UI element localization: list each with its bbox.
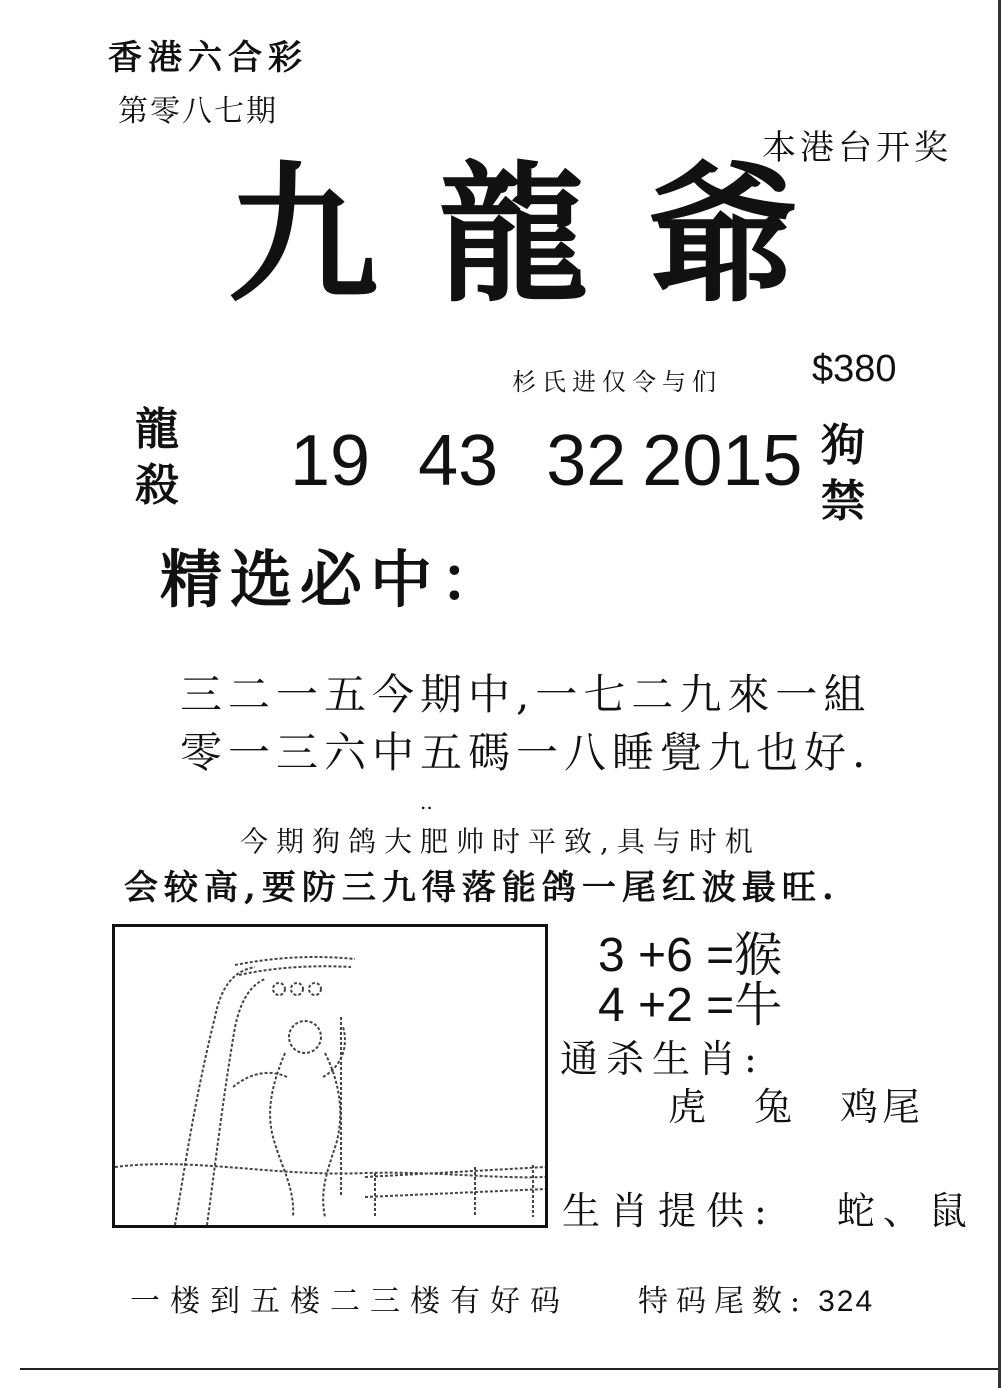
equation-expr: 3 +6 [598, 929, 693, 982]
paragraph-line: 会较高,要防三九得落能鸽一尾红波最旺. [124, 868, 840, 908]
provide-label: 生肖提供: [562, 1189, 777, 1233]
side-label-right: 狗禁 [821, 420, 865, 527]
provide-values: 蛇、鼠 [836, 1189, 975, 1233]
issue-number: 第零八七期 [118, 94, 278, 129]
number: 15 [722, 421, 803, 501]
monk-illustration [115, 927, 545, 1225]
page-title: 九龍爺 [228, 147, 859, 323]
paragraph-line: 今期狗鸽大肥帅时平致,具与时机 [240, 825, 761, 858]
poem-line: 三二一五今期中,一七二九來一組 [180, 670, 872, 719]
number: 19 [290, 421, 371, 501]
headline: 精选必中： [160, 543, 511, 616]
dots: .. [420, 790, 433, 814]
equation [598, 966, 782, 1035]
price-note: 杉氏进仅令与们 [512, 368, 722, 396]
price-amount: $380 [812, 348, 897, 390]
number: 20 [642, 421, 723, 501]
number: 43 [418, 421, 499, 501]
poem-line: 零一三六中五碼一八睡覺九也好. [180, 728, 872, 777]
zodiac-values: 虎 兔 鸡尾 [668, 1085, 925, 1129]
equation-expr: 4 +2 [598, 979, 693, 1032]
draw-note: 本港台开奖 [762, 128, 952, 168]
footer-special-value: 324 [818, 1285, 875, 1318]
lottery-name: 香港六合彩 [108, 38, 308, 78]
equation-result: =牛 [706, 979, 783, 1032]
footer-special-label: 特码尾数: [638, 1284, 809, 1319]
right-edge [998, 0, 1001, 1388]
side-label-left: 龍殺 [135, 404, 179, 511]
zodiac-label: 通杀生肖: [560, 1037, 765, 1081]
illustration [112, 924, 548, 1228]
equation-result: =猴 [706, 929, 783, 982]
footer-note: 一楼到五楼二三楼有好码 [130, 1284, 570, 1319]
lucky-numbers [290, 420, 802, 502]
bottom-rule [20, 1368, 1000, 1370]
footer-special [638, 1276, 874, 1320]
zodiac-provide [562, 1180, 975, 1235]
number: 32 [546, 421, 627, 501]
